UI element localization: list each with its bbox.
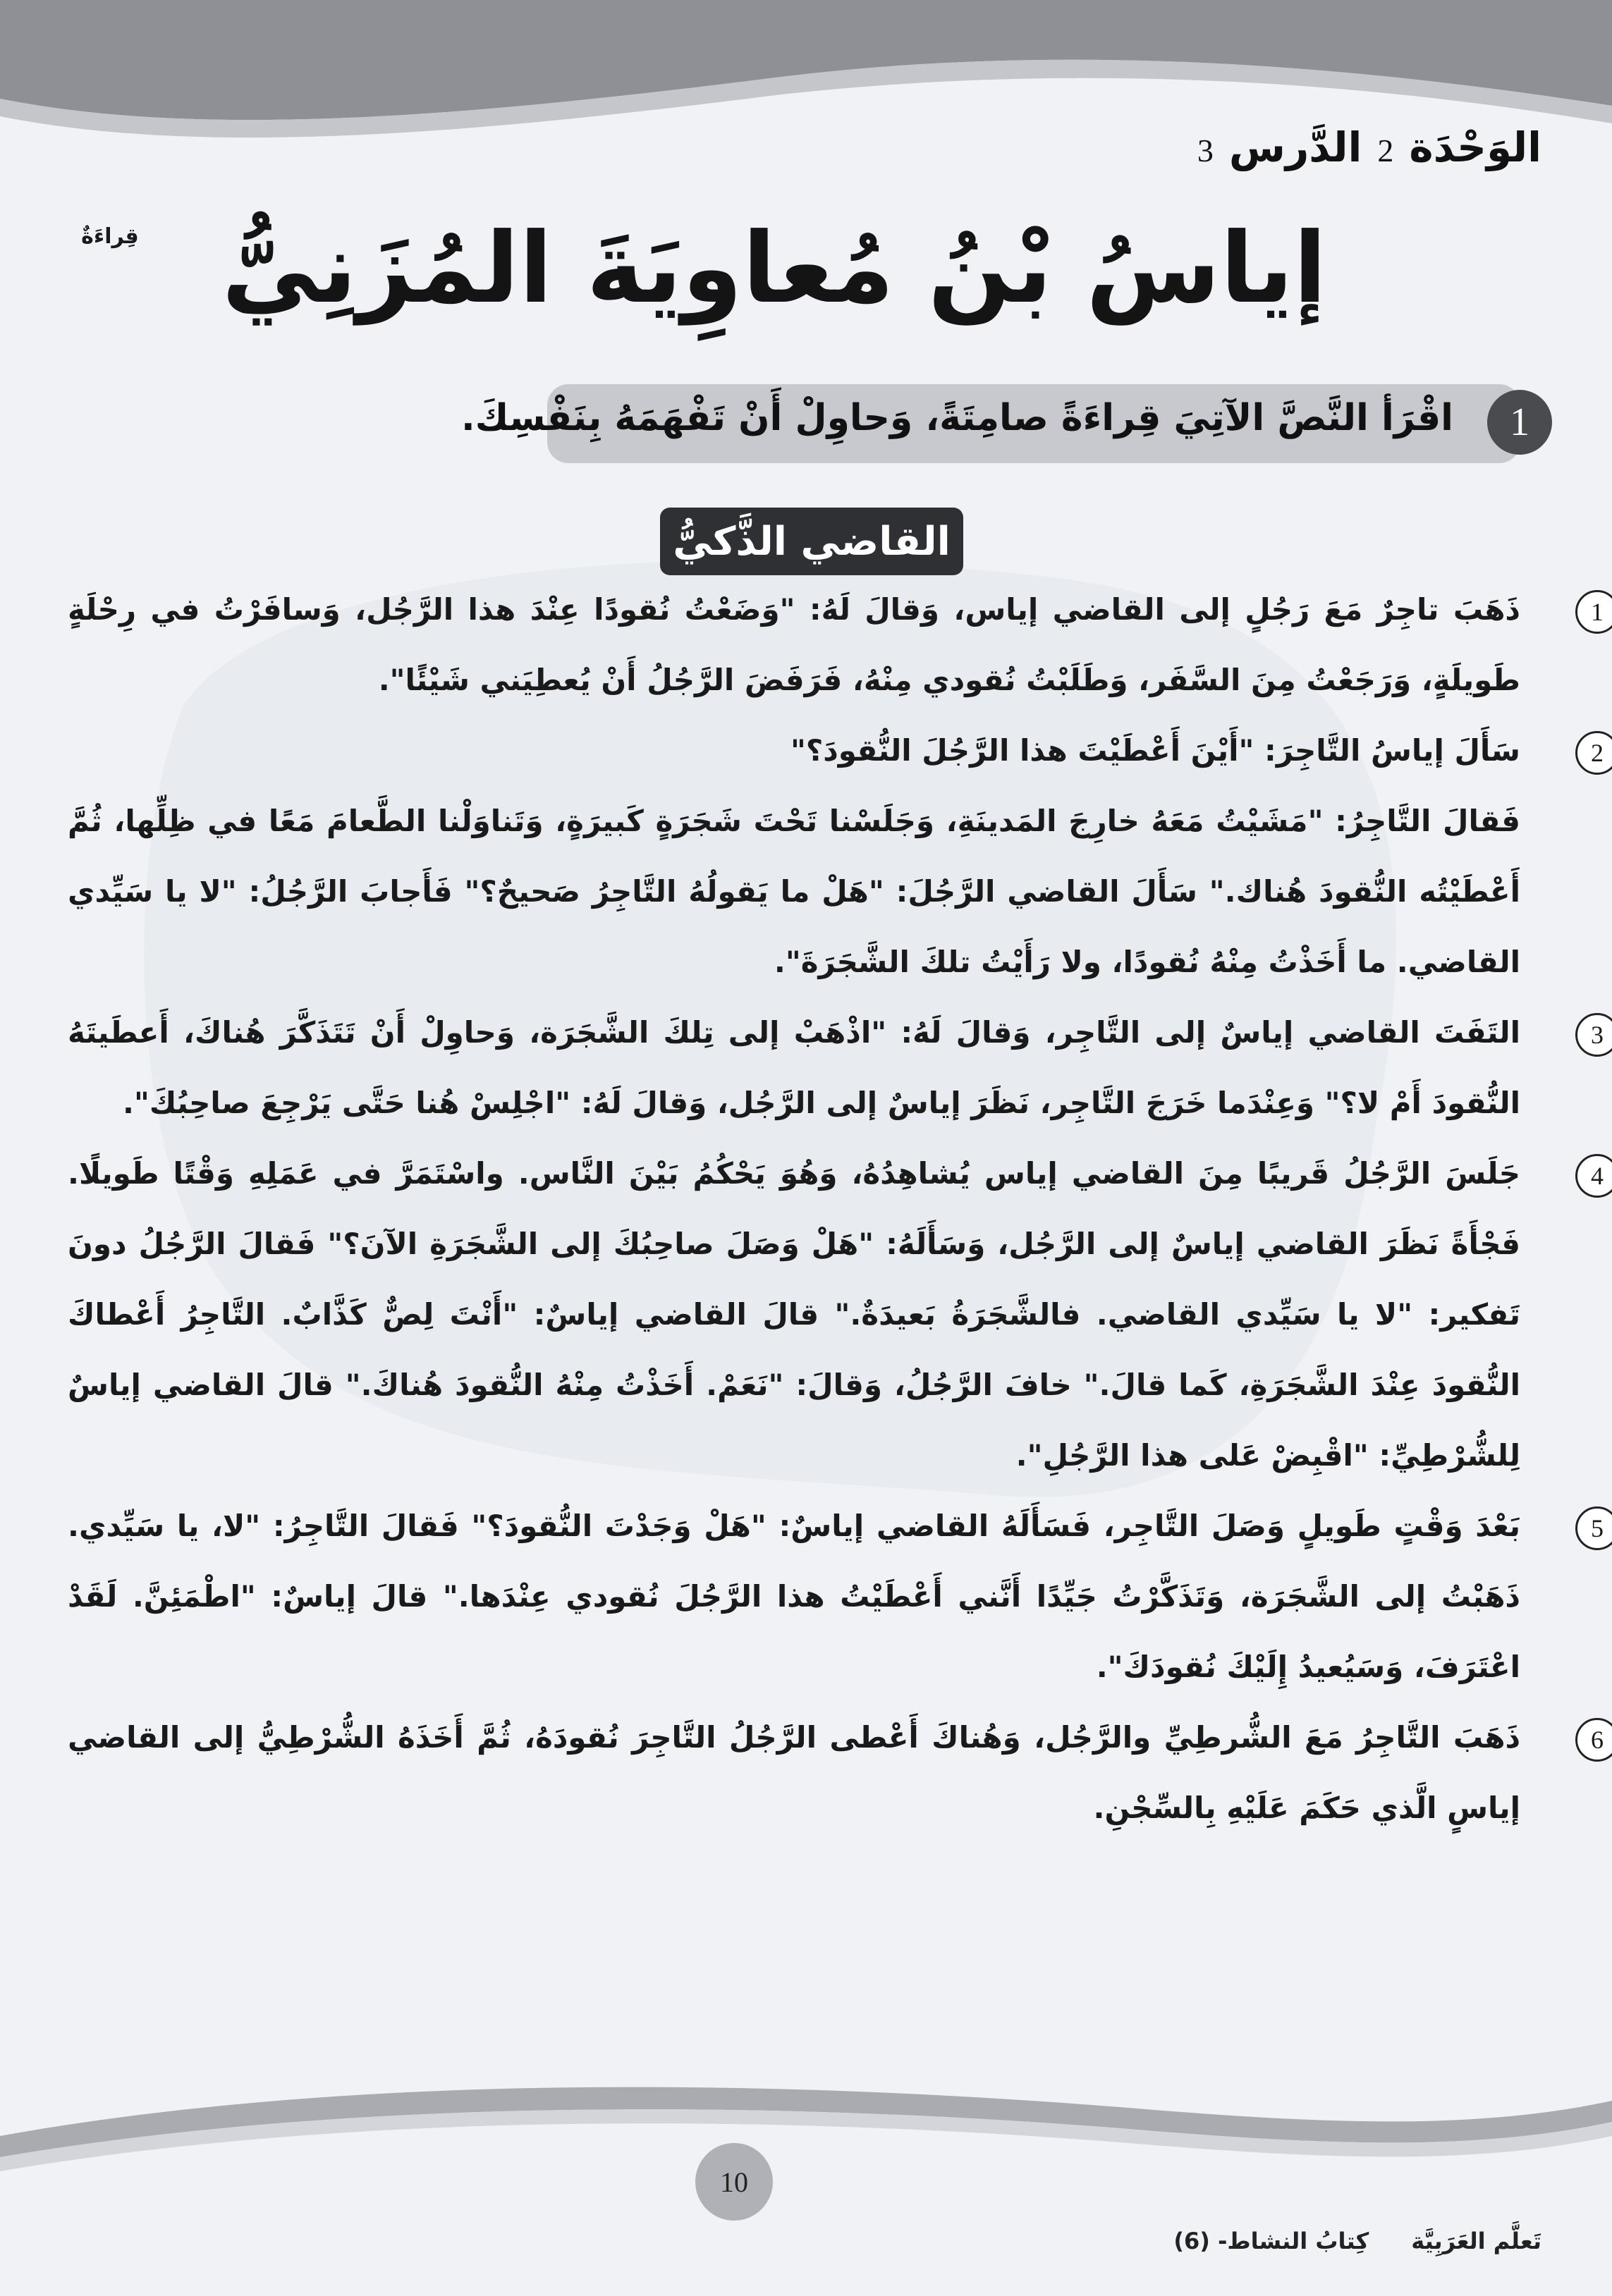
book-title: تَعلَّم العَرَبِيَّة <box>1411 2228 1541 2254</box>
paragraph-number: 3 <box>1575 1013 1612 1057</box>
paragraph-text: سَأَلَ إياسُ التَّاجِرَ: "أَيْنَ أَعْطَيْتَ هذا الرَّجُلَ النُّقودَ؟" <box>790 733 1520 768</box>
lesson-label: الدَّرس <box>1228 123 1362 171</box>
paragraph-text: فَقالَ التَّاجِرُ: "مَشَيْتُ مَعَهُ خارِجَ المَدينَةِ، وَجَلَسْنا تَحْتَ شَجَرَةٍ كَبيرَةٍ، وَتَناوَلْنا الطَّعامَ مَعًا في ظِلِّها، ثُمَّ أَعْطَيْتُه النُّقودَ هُناك." سَأَلَ القاضي الرَّجُلَ: "هَلْ ما يَقولُهُ التَّاجِرُ صَحيحٌ؟" فَأَجابَ الرَّجُلُ: "لا يا سَيِّدي القاضي. ما أَخَذْتُ مِنْهُ نُقودًا، ولا رَأَيْتُ تلكَ الشَّجَرَةَ". <box>68 804 1520 979</box>
paragraph <box>68 1138 1604 1491</box>
paragraph-number: 2 <box>1575 731 1612 775</box>
instruction-number-badge: 1 <box>1487 390 1552 455</box>
paragraph-number: 6 <box>1575 1718 1612 1762</box>
unit-number: 2 <box>1377 133 1394 168</box>
page-title: إياسُ بْنُ مُعاوِيَةَ المُزَنِيُّ <box>221 211 1327 325</box>
paragraph-text: التَفَتَ القاضي إياسٌ إلى التَّاجِر، وَقالَ لَهُ: "اذْهَبْ إلى تِلكَ الشَّجَرَة، وَحاوِلْ أَنْ تَتَذَكَّرَ هُناكَ، أَعطَيتَهُ النُّقودَ أَمْ لا؟" وَعِنْدَما خَرَجَ التَّاجِر، نَظَرَ إياسٌ إلى الرَّجُل، وَقالَ لَهُ: "اجْلِسْ هُنا حَتَّى يَرْجِعَ صاحِبُكَ". <box>68 1015 1520 1120</box>
lesson-number: 3 <box>1197 133 1214 168</box>
footer <box>1173 2228 1541 2254</box>
paragraph <box>68 716 1604 786</box>
unit-label: الوَحْدَة <box>1409 123 1541 171</box>
story-title: القاضي الذَّكيُّ <box>660 508 963 575</box>
paragraph <box>68 997 1604 1138</box>
paragraph <box>68 1702 1604 1843</box>
paragraph-text: بَعْدَ وَقْتٍ طَويلٍ وَصَلَ التَّاجِر، فَسَأَلَهُ القاضي إياسٌ: "هَلْ وَجَدْتَ النُّقودَ؟" فَقالَ التَّاجِرُ: "لا، يا سَيِّدي. ذَهَبْتُ إلى الشَّجَرَة، وَتَذَكَّرْتُ جَيِّدًا أَنَّني أَعْطَيْتُ هذا الرَّجُلَ نُقودي عِنْدَها." قالَ إياسٌ: "اطْمَئِنَّ. لَقَدْ اعْتَرَفَ، وَسَيُعيدُ إِلَيْكَ نُقودَكَ". <box>68 1509 1520 1684</box>
paragraph-number: 5 <box>1575 1506 1612 1550</box>
paragraph <box>68 575 1604 716</box>
unit-lesson-header <box>1197 123 1541 171</box>
paragraph-text: ذَهَبَ تاجِرٌ مَعَ رَجُلٍ إلى القاضي إياس، وَقالَ لَهُ: "وَضَعْتُ نُقودًا عِنْدَ هذا الرَّجُل، وَسافَرْتُ في رِحْلَةٍ طَويلَةٍ، وَرَجَعْتُ مِنَ السَّفَر، وَطَلَبْتُ نُقودي مِنْهُ، فَرَفَضَ الرَّجُلُ أَنْ يُعطِيَني شَيْئًا". <box>68 592 1520 697</box>
book-subtitle: كِتابُ النشاط- (6) <box>1173 2228 1369 2254</box>
page-number: 10 <box>695 2143 773 2221</box>
story-body <box>68 575 1604 1843</box>
paragraph-number: 4 <box>1575 1154 1612 1198</box>
instruction-box <box>461 384 1529 463</box>
section-tag: قِراءَةٌ <box>81 224 139 249</box>
instruction-text: اقْرَأ النَّصَّ الآتِيَ قِراءَةً صامِتَةً، وَحاوِلْ أَنْ تَفْهَمَهُ بِنَفْسِكَ. <box>461 397 1453 439</box>
paragraph-text: جَلَسَ الرَّجُلُ قَريبًا مِنَ القاضي إياس يُشاهِدُهُ، وَهُوَ يَحْكُمُ بَيْنَ النَّاس. واسْتَمَرَّ في عَمَلِهِ وَقْتًا طَويلًا. فَجْأَةً نَظَرَ القاضي إياسٌ إلى الرَّجُل، وَسَأَلَهُ: "هَلْ وَصَلَ صاحِبُكَ إلى الشَّجَرَةِ الآنَ؟" فَقالَ الرَّجُلُ دونَ تَفكير: "لا يا سَيِّدي القاضي. فالشَّجَرَةُ بَعيدَةٌ." قالَ القاضي إياسٌ: "أَنْتَ لِصٌّ كَذَّابٌ. التَّاجِرُ أَعْطاكَ النُّقودَ عِنْدَ الشَّجَرَةِ، كَما قالَ." خافَ الرَّجُلُ، وَقالَ: "نَعَمْ. أَخَذْتُ مِنْهُ النُّقودَ هُناكَ." قالَ القاضي إياسٌ لِلشُّرْطِيِّ: "اقْبِضْ عَلى هذا الرَّجُلِ". <box>68 1156 1520 1473</box>
paragraph <box>68 1491 1604 1702</box>
paragraph-text: ذَهَبَ التَّاجِرُ مَعَ الشُّرطِيِّ والرَّجُل، وَهُناكَ أَعْطى الرَّجُلُ التَّاجِرَ نُقودَهُ، ثُمَّ أَخَذَهُ الشُّرْطِيُّ إلى القاضي إياسٍ الَّذي حَكَمَ عَلَيْهِ بِالسِّجْنِ. <box>68 1720 1520 1825</box>
paragraph-number: 1 <box>1575 590 1612 634</box>
paragraph <box>68 786 1520 997</box>
